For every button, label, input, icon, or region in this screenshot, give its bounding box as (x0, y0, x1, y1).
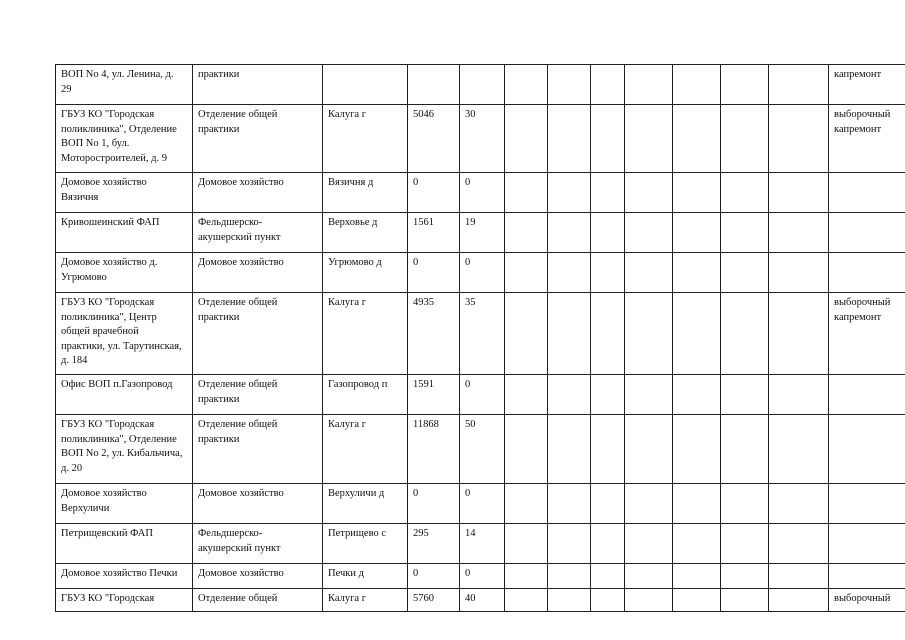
empty-cell (505, 524, 548, 564)
facilities-table (55, 64, 905, 612)
table-row (56, 484, 905, 524)
population-text: 0 (413, 177, 419, 188)
empty-cell (548, 564, 591, 589)
facility-name-cell (56, 105, 193, 173)
repair-type-cell (829, 375, 905, 415)
repair-type-cell (829, 524, 905, 564)
empty-cell (769, 173, 829, 213)
empty-cell (625, 524, 673, 564)
table-row (56, 65, 905, 105)
empty-cell (673, 415, 721, 484)
facility-name-cell (56, 415, 193, 484)
facility-type-cell (193, 65, 323, 105)
count-cell (460, 564, 505, 589)
count-text: 14 (465, 528, 476, 539)
empty-cell (625, 375, 673, 415)
facility-name-text: ГБУЗ КО "Городская поликлиника", Центр общей врачебной практики, ул. Тарутинская, д. 184 (61, 297, 182, 366)
locality-cell (323, 524, 408, 564)
count-text: 0 (465, 177, 471, 188)
count-cell (460, 293, 505, 375)
facility-type-cell (193, 105, 323, 173)
empty-cell (673, 293, 721, 375)
repair-type-text: выборочный капремонт (834, 297, 891, 323)
empty-cell (548, 589, 591, 612)
facility-type-cell (193, 589, 323, 612)
facility-type-text: Фельдшерско- акушерский пункт (198, 217, 281, 243)
repair-type-cell (829, 173, 905, 213)
empty-cell (673, 253, 721, 293)
empty-cell (505, 253, 548, 293)
empty-cell (591, 173, 625, 213)
locality-text: Верховье д (328, 217, 378, 228)
empty-cell (591, 415, 625, 484)
empty-cell (769, 105, 829, 173)
locality-text: Вязичня д (328, 177, 374, 188)
table-body (56, 65, 905, 612)
locality-cell (323, 253, 408, 293)
population-text: 1561 (413, 217, 434, 228)
facility-type-cell (193, 173, 323, 213)
facility-type-text: практики (198, 69, 240, 80)
count-cell (460, 105, 505, 173)
empty-cell (721, 253, 769, 293)
count-text: 0 (465, 488, 471, 499)
empty-cell (505, 65, 548, 105)
facility-name-text: ВОП No 4, ул. Ленина, д. 29 (61, 69, 174, 95)
empty-cell (673, 213, 721, 253)
empty-cell (548, 253, 591, 293)
empty-cell (591, 484, 625, 524)
count-text: 0 (465, 257, 471, 268)
repair-type-cell (829, 213, 905, 253)
facility-type-text: Домовое хозяйство (198, 568, 284, 579)
population-text: 0 (413, 568, 419, 579)
repair-type-cell (829, 415, 905, 484)
locality-text: Петрищево с (328, 528, 386, 539)
empty-cell (625, 105, 673, 173)
empty-cell (548, 105, 591, 173)
population-cell (408, 524, 460, 564)
locality-cell (323, 65, 408, 105)
empty-cell (591, 105, 625, 173)
empty-cell (548, 415, 591, 484)
empty-cell (505, 415, 548, 484)
facility-type-text: Домовое хозяйство (198, 488, 284, 499)
table-row (56, 564, 905, 589)
facility-name-text: ГБУЗ КО "Городская (61, 593, 155, 604)
population-cell (408, 173, 460, 213)
locality-text: Угрюмово д (328, 257, 382, 268)
facility-name-text: Домовое хозяйство д. Угрюмово (61, 257, 158, 283)
empty-cell (769, 293, 829, 375)
facility-name-cell (56, 564, 193, 589)
empty-cell (625, 213, 673, 253)
facility-type-cell (193, 564, 323, 589)
population-cell (408, 484, 460, 524)
population-cell (408, 293, 460, 375)
empty-cell (721, 564, 769, 589)
facility-name-text: Петрищевский ФАП (61, 528, 153, 539)
facility-name-text: Домовое хозяйство Верхуличи (61, 488, 147, 514)
empty-cell (591, 293, 625, 375)
count-text: 19 (465, 217, 476, 228)
empty-cell (721, 415, 769, 484)
facility-name-cell (56, 173, 193, 213)
facility-type-text: Домовое хозяйство (198, 177, 284, 188)
repair-type-cell (829, 484, 905, 524)
table-row (56, 213, 905, 253)
population-cell (408, 253, 460, 293)
locality-cell (323, 173, 408, 213)
empty-cell (673, 484, 721, 524)
count-cell (460, 173, 505, 213)
facility-type-cell (193, 415, 323, 484)
facility-type-cell (193, 213, 323, 253)
count-cell (460, 484, 505, 524)
facility-name-cell (56, 253, 193, 293)
facility-type-text: Отделение общей практики (198, 419, 278, 445)
count-cell (460, 524, 505, 564)
facility-type-cell (193, 484, 323, 524)
empty-cell (673, 375, 721, 415)
count-text: 40 (465, 593, 476, 604)
locality-cell (323, 564, 408, 589)
empty-cell (769, 589, 829, 612)
population-cell (408, 375, 460, 415)
population-cell (408, 105, 460, 173)
empty-cell (505, 173, 548, 213)
empty-cell (673, 564, 721, 589)
facility-name-text: Домовое хозяйство Печки (61, 568, 178, 579)
locality-text: Печки д (328, 568, 364, 579)
repair-type-cell (829, 589, 905, 612)
empty-cell (505, 589, 548, 612)
empty-cell (625, 589, 673, 612)
empty-cell (625, 65, 673, 105)
empty-cell (625, 484, 673, 524)
empty-cell (625, 173, 673, 213)
empty-cell (721, 293, 769, 375)
empty-cell (625, 253, 673, 293)
empty-cell (548, 375, 591, 415)
empty-cell (721, 484, 769, 524)
empty-cell (769, 213, 829, 253)
population-text: 1591 (413, 379, 434, 390)
empty-cell (591, 589, 625, 612)
count-cell (460, 375, 505, 415)
locality-text: Верхуличи д (328, 488, 385, 499)
population-text: 5046 (413, 109, 434, 120)
empty-cell (505, 564, 548, 589)
count-text: 50 (465, 419, 476, 430)
facility-type-cell (193, 375, 323, 415)
empty-cell (769, 524, 829, 564)
population-text: 5760 (413, 593, 434, 604)
population-cell (408, 589, 460, 612)
empty-cell (625, 293, 673, 375)
empty-cell (673, 173, 721, 213)
facility-type-cell (193, 253, 323, 293)
repair-type-text: выборочный (834, 593, 891, 604)
facility-type-text: Отделение общей практики (198, 379, 278, 405)
table-row (56, 253, 905, 293)
empty-cell (721, 65, 769, 105)
facility-type-text: Отделение общей практики (198, 297, 278, 323)
empty-cell (721, 589, 769, 612)
empty-cell (769, 65, 829, 105)
count-cell (460, 213, 505, 253)
table-row (56, 293, 905, 375)
table-row (56, 415, 905, 484)
facility-name-cell (56, 375, 193, 415)
facility-name-text: Домовое хозяйство Вязичня (61, 177, 147, 203)
empty-cell (769, 415, 829, 484)
facility-name-text: Кривошеинский ФАП (61, 217, 160, 228)
empty-cell (721, 375, 769, 415)
empty-cell (625, 415, 673, 484)
empty-cell (673, 105, 721, 173)
locality-cell (323, 105, 408, 173)
table-row (56, 105, 905, 173)
table-row (56, 589, 905, 612)
population-cell (408, 213, 460, 253)
population-cell (408, 564, 460, 589)
empty-cell (548, 213, 591, 253)
table-row (56, 173, 905, 213)
locality-cell (323, 484, 408, 524)
empty-cell (548, 65, 591, 105)
facility-type-cell (193, 524, 323, 564)
empty-cell (673, 65, 721, 105)
empty-cell (673, 524, 721, 564)
locality-cell (323, 375, 408, 415)
empty-cell (505, 375, 548, 415)
empty-cell (591, 65, 625, 105)
locality-text: Калуга г (328, 109, 367, 120)
empty-cell (505, 213, 548, 253)
empty-cell (673, 589, 721, 612)
empty-cell (505, 105, 548, 173)
facility-name-text: ГБУЗ КО "Городская поликлиника", Отделение ВОП No 1, бул. Моторостроителей, д. 9 (61, 109, 177, 164)
empty-cell (769, 253, 829, 293)
empty-cell (591, 253, 625, 293)
count-cell (460, 65, 505, 105)
facility-type-text: Отделение общей практики (198, 109, 278, 135)
repair-type-text: капремонт (834, 69, 882, 80)
empty-cell (625, 564, 673, 589)
facility-name-cell (56, 65, 193, 105)
locality-text: Калуга г (328, 297, 367, 308)
empty-cell (548, 293, 591, 375)
empty-cell (721, 173, 769, 213)
empty-cell (505, 293, 548, 375)
empty-cell (591, 375, 625, 415)
empty-cell (721, 524, 769, 564)
repair-type-text: выборочный капремонт (834, 109, 891, 135)
population-text: 0 (413, 257, 419, 268)
facility-name-cell (56, 524, 193, 564)
facility-name-cell (56, 293, 193, 375)
repair-type-cell (829, 65, 905, 105)
facility-name-cell (56, 484, 193, 524)
facility-type-text: Домовое хозяйство (198, 257, 284, 268)
empty-cell (769, 564, 829, 589)
population-cell (408, 65, 460, 105)
locality-text: Калуга г (328, 593, 367, 604)
empty-cell (721, 105, 769, 173)
repair-type-cell (829, 253, 905, 293)
locality-cell (323, 589, 408, 612)
facility-type-text: Фельдшерско- акушерский пункт (198, 528, 281, 554)
repair-type-cell (829, 564, 905, 589)
empty-cell (505, 484, 548, 524)
locality-cell (323, 293, 408, 375)
facility-name-cell (56, 589, 193, 612)
locality-text: Калуга г (328, 419, 367, 430)
empty-cell (769, 484, 829, 524)
population-text: 4935 (413, 297, 434, 308)
population-text: 0 (413, 488, 419, 499)
repair-type-cell (829, 293, 905, 375)
facility-type-cell (193, 293, 323, 375)
table-row (56, 375, 905, 415)
empty-cell (548, 173, 591, 213)
count-text: 0 (465, 568, 471, 579)
empty-cell (548, 484, 591, 524)
count-cell (460, 253, 505, 293)
locality-text: Газопровод п (328, 379, 388, 390)
empty-cell (591, 213, 625, 253)
repair-type-cell (829, 105, 905, 173)
empty-cell (721, 213, 769, 253)
facility-name-text: ГБУЗ КО "Городская поликлиника", Отделение ВОП No 2, ул. Кибальчича, д. 20 (61, 419, 183, 474)
count-cell (460, 415, 505, 484)
count-cell (460, 589, 505, 612)
facility-type-text: Отделение общей (198, 593, 278, 604)
empty-cell (591, 564, 625, 589)
locality-cell (323, 213, 408, 253)
count-text: 35 (465, 297, 476, 308)
empty-cell (548, 524, 591, 564)
population-text: 295 (413, 528, 429, 539)
count-text: 0 (465, 379, 471, 390)
facility-name-text: Офис ВОП п.Газопровод (61, 379, 173, 390)
table-row (56, 524, 905, 564)
empty-cell (769, 375, 829, 415)
locality-cell (323, 415, 408, 484)
population-text: 11868 (413, 419, 439, 430)
facility-name-cell (56, 213, 193, 253)
empty-cell (591, 524, 625, 564)
population-cell (408, 415, 460, 484)
count-text: 30 (465, 109, 476, 120)
